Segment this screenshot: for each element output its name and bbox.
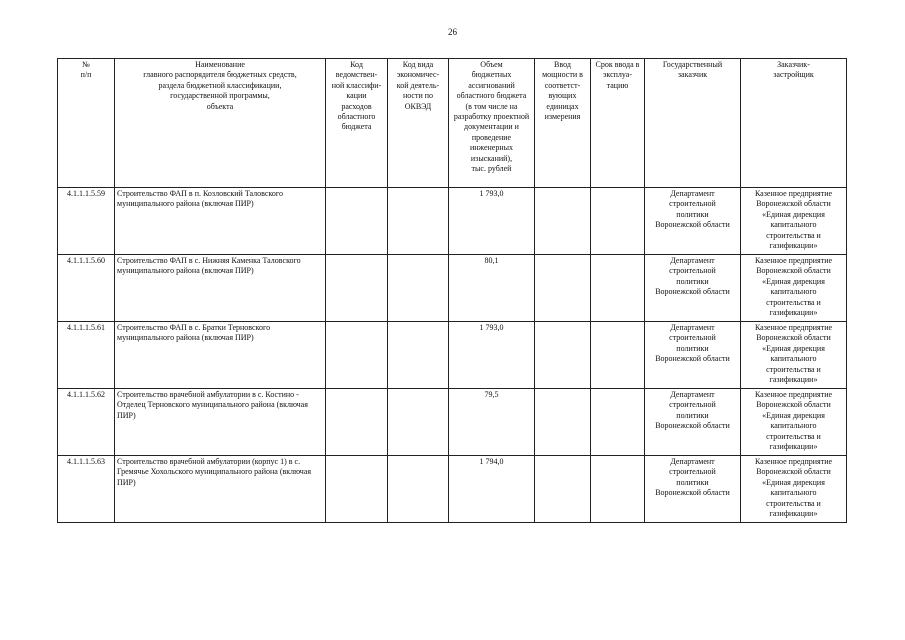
term-cell	[591, 322, 645, 389]
header-amount: Объем бюджетных ассигнований областного бюджета (в том числе на разработку проектной документации и проведение инженерных изысканий), тыс. рублей	[449, 59, 535, 188]
page-number: 26	[448, 27, 457, 37]
table-row	[58, 456, 847, 523]
object-name: Строительство ФАП в п. Козловский Таловского муниципального района (включая ПИР)	[115, 188, 326, 255]
developer-cell: Казенное предприятие Воронежской области «Единая дирекция капитального строительства и газификации»	[741, 322, 847, 389]
row-number: 4.1.1.1.5.61	[58, 322, 115, 389]
capacity-cell	[535, 389, 591, 456]
customer-cell: Департамент строительной политики Воронежской области	[645, 389, 741, 456]
table-row	[58, 322, 847, 389]
customer-cell: Департамент строительной политики Воронежской области	[645, 456, 741, 523]
capacity-cell	[535, 255, 591, 322]
header-okved: Код вида экономичес- кой деятель- ности по ОКВЭД	[388, 59, 449, 188]
header-capacity: Ввод мощности в соответст- вующих единицах измерения	[535, 59, 591, 188]
developer-cell: Казенное предприятие Воронежской области «Единая дирекция капитального строительства и газификации»	[741, 389, 847, 456]
okved-cell	[388, 255, 449, 322]
dept-code-cell	[326, 389, 388, 456]
table-row	[58, 255, 847, 322]
header-developer: Заказчик- застройщик	[741, 59, 847, 188]
term-cell	[591, 389, 645, 456]
object-name: Строительство врачебной амбулатории (корпус 1) в с. Гремячье Хохольского муниципального района (включая ПИР)	[115, 456, 326, 523]
row-number: 4.1.1.1.5.62	[58, 389, 115, 456]
object-name: Строительство врачебной амбулатории в с. Костино - Отделец Терновского муниципального района (включая ПИР)	[115, 389, 326, 456]
developer-cell: Казенное предприятие Воронежской области «Единая дирекция капитального строительства и газификации»	[741, 188, 847, 255]
object-name: Строительство ФАП в с. Братки Терновского муниципального района (включая ПИР)	[115, 322, 326, 389]
header-dept-code: Код ведомствен- ной классифи- кации расходов областного бюджета	[326, 59, 388, 188]
row-number: 4.1.1.1.5.63	[58, 456, 115, 523]
dept-code-cell	[326, 188, 388, 255]
amount-cell: 1 793,0	[449, 188, 535, 255]
okved-cell	[388, 188, 449, 255]
table-row	[58, 389, 847, 456]
developer-cell: Казенное предприятие Воронежской области «Единая дирекция капитального строительства и газификации»	[741, 456, 847, 523]
customer-cell: Департамент строительной политики Воронежской области	[645, 255, 741, 322]
amount-cell: 1 793,0	[449, 322, 535, 389]
developer-cell: Казенное предприятие Воронежской области «Единая дирекция капитального строительства и газификации»	[741, 255, 847, 322]
term-cell	[591, 188, 645, 255]
row-number: 4.1.1.1.5.60	[58, 255, 115, 322]
row-number: 4.1.1.1.5.59	[58, 188, 115, 255]
dept-code-cell	[326, 322, 388, 389]
term-cell	[591, 255, 645, 322]
customer-cell: Департамент строительной политики Воронежской области	[645, 188, 741, 255]
dept-code-cell	[326, 456, 388, 523]
amount-cell: 80,1	[449, 255, 535, 322]
table-row	[58, 188, 847, 255]
okved-cell	[388, 456, 449, 523]
dept-code-cell	[326, 255, 388, 322]
construction-objects-table	[57, 58, 847, 523]
object-name: Строительство ФАП в с. Нижняя Каменка Таловского муниципального района (включая ПИР)	[115, 255, 326, 322]
header-term: Срок ввода в эксплуа- тацию	[591, 59, 645, 188]
header-name: Наименование главного распорядителя бюджетных средств, раздела бюджетной классификации, государственной программы, объекта	[115, 59, 326, 188]
term-cell	[591, 456, 645, 523]
header-customer: Государственный заказчик	[645, 59, 741, 188]
capacity-cell	[535, 456, 591, 523]
amount-cell: 79,5	[449, 389, 535, 456]
header-number: № п/п	[58, 59, 115, 188]
table-header-row	[58, 59, 847, 188]
okved-cell	[388, 389, 449, 456]
customer-cell: Департамент строительной политики Воронежской области	[645, 322, 741, 389]
capacity-cell	[535, 188, 591, 255]
capacity-cell	[535, 322, 591, 389]
amount-cell: 1 794,0	[449, 456, 535, 523]
okved-cell	[388, 322, 449, 389]
